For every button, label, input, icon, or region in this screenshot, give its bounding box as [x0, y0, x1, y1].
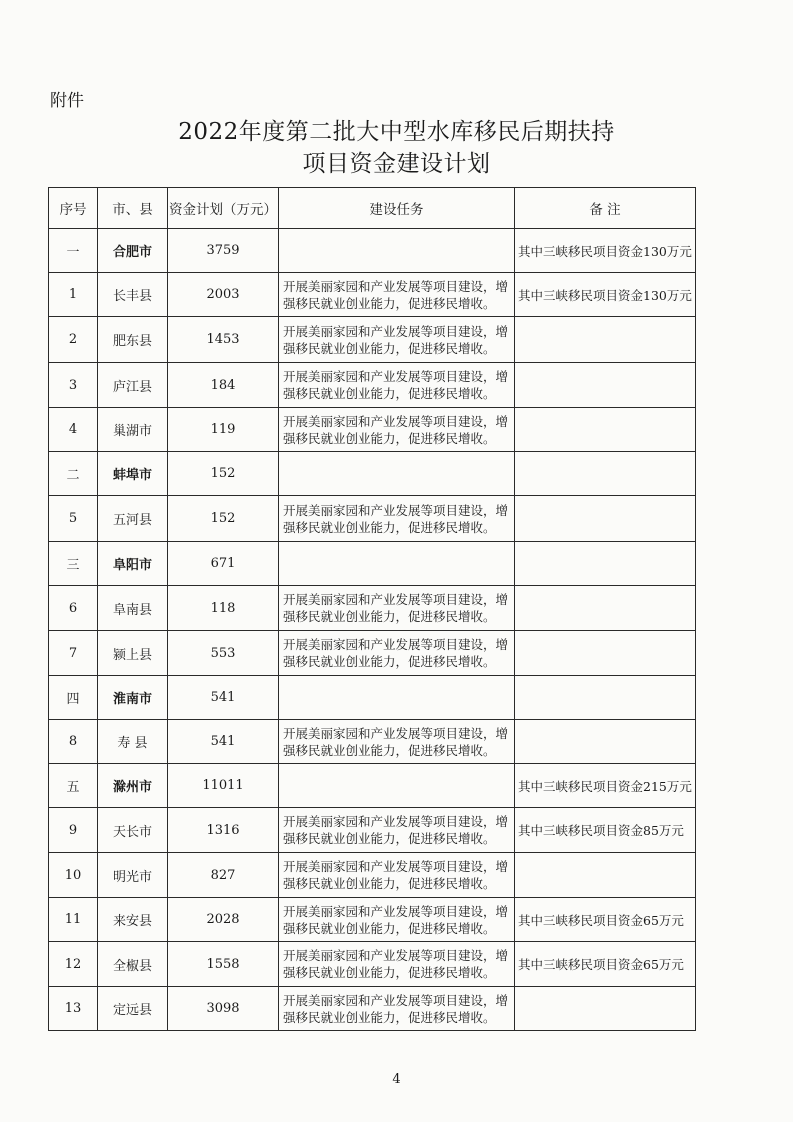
row-city-cell: 明光市: [98, 853, 168, 898]
table-row: [49, 808, 696, 853]
row-city-cell: 淮南市: [98, 676, 168, 720]
row-amount-cell: 1453: [168, 317, 279, 363]
table-row: [49, 317, 696, 363]
row-amount-cell: 671: [168, 542, 279, 586]
table-row: [49, 363, 696, 408]
row-note-cell: 其中三峡移民项目资金85万元: [515, 808, 696, 853]
row-note-cell: [515, 452, 696, 496]
row-note-cell: [515, 631, 696, 676]
row-amount-cell: 1316: [168, 808, 279, 853]
document-title-line1: 2022年度第二批大中型水库移民后期扶持: [178, 119, 615, 145]
row-seq-cell: 3: [49, 363, 98, 408]
row-note-cell: 其中三峡移民项目资金130万元: [515, 273, 696, 317]
row-note-cell: [515, 542, 696, 586]
row-seq-cell: 9: [49, 808, 98, 853]
row-city-cell: 庐江县: [98, 363, 168, 408]
table-header-row: [49, 188, 696, 229]
header-note: 备 注: [515, 188, 696, 229]
row-task-cell: 开展美丽家园和产业发展等项目建设，增强移民就业创业能力，促进移民增收。: [279, 720, 515, 764]
row-task-cell: 开展美丽家园和产业发展等项目建设，增强移民就业创业能力，促进移民增收。: [279, 363, 515, 408]
row-seq-cell: 11: [49, 898, 98, 942]
header-seq: 序号: [49, 188, 98, 229]
row-seq-cell: 一: [49, 229, 98, 273]
row-city-cell: 肥东县: [98, 317, 168, 363]
row-task-cell: [279, 229, 515, 273]
table-row: [49, 676, 696, 720]
table-row: [49, 631, 696, 676]
row-note-cell: [515, 317, 696, 363]
row-task-cell: 开展美丽家园和产业发展等项目建设，增强移民就业创业能力，促进移民增收。: [279, 942, 515, 987]
table-row: [49, 586, 696, 631]
row-note-cell: [515, 987, 696, 1031]
table-row: [49, 542, 696, 586]
row-amount-cell: 184: [168, 363, 279, 408]
row-note-cell: 其中三峡移民项目资金65万元: [515, 942, 696, 987]
table-row: [49, 853, 696, 898]
row-amount-cell: 118: [168, 586, 279, 631]
row-task-cell: 开展美丽家园和产业发展等项目建设，增强移民就业创业能力，促进移民增收。: [279, 631, 515, 676]
row-seq-cell: 4: [49, 408, 98, 452]
header-amount: 资金计划（万元）: [168, 188, 279, 229]
row-seq-cell: 13: [49, 987, 98, 1031]
row-seq-cell: 三: [49, 542, 98, 586]
row-note-cell: [515, 853, 696, 898]
row-seq-cell: 8: [49, 720, 98, 764]
row-task-cell: [279, 452, 515, 496]
row-amount-cell: 553: [168, 631, 279, 676]
row-amount-cell: 827: [168, 853, 279, 898]
row-task-cell: 开展美丽家园和产业发展等项目建设，增强移民就业创业能力，促进移民增收。: [279, 496, 515, 542]
row-amount-cell: 152: [168, 496, 279, 542]
row-task-cell: 开展美丽家园和产业发展等项目建设，增强移民就业创业能力，促进移民增收。: [279, 987, 515, 1031]
table-row: [49, 408, 696, 452]
row-seq-cell: 7: [49, 631, 98, 676]
row-city-cell: 全椒县: [98, 942, 168, 987]
row-task-cell: [279, 542, 515, 586]
row-note-cell: 其中三峡移民项目资金65万元: [515, 898, 696, 942]
row-task-cell: 开展美丽家园和产业发展等项目建设，增强移民就业创业能力，促进移民增收。: [279, 273, 515, 317]
table-body: [49, 229, 696, 1031]
table-row: [49, 987, 696, 1031]
row-seq-cell: 10: [49, 853, 98, 898]
row-seq-cell: 二: [49, 452, 98, 496]
row-task-cell: 开展美丽家园和产业发展等项目建设，增强移民就业创业能力，促进移民增收。: [279, 408, 515, 452]
attachment-label: 附件: [50, 91, 84, 111]
row-note-cell: 其中三峡移民项目资金130万元: [515, 229, 696, 273]
row-city-cell: 滁州市: [98, 764, 168, 808]
row-city-cell: 巢湖市: [98, 408, 168, 452]
row-city-cell: 阜阳市: [98, 542, 168, 586]
header-task: 建设任务: [279, 188, 515, 229]
row-amount-cell: 541: [168, 676, 279, 720]
row-amount-cell: 1558: [168, 942, 279, 987]
row-seq-cell: 5: [49, 496, 98, 542]
row-city-cell: 颍上县: [98, 631, 168, 676]
row-city-cell: 天长市: [98, 808, 168, 853]
row-seq-cell: 12: [49, 942, 98, 987]
row-seq-cell: 五: [49, 764, 98, 808]
row-city-cell: 五河县: [98, 496, 168, 542]
row-seq-cell: 四: [49, 676, 98, 720]
table-row: [49, 764, 696, 808]
row-amount-cell: 119: [168, 408, 279, 452]
row-city-cell: 长丰县: [98, 273, 168, 317]
table-row: [49, 942, 696, 987]
row-note-cell: 其中三峡移民项目资金215万元: [515, 764, 696, 808]
table-row: [49, 273, 696, 317]
row-task-cell: 开展美丽家园和产业发展等项目建设，增强移民就业创业能力，促进移民增收。: [279, 586, 515, 631]
row-amount-cell: 152: [168, 452, 279, 496]
row-seq-cell: 6: [49, 586, 98, 631]
row-task-cell: 开展美丽家园和产业发展等项目建设，增强移民就业创业能力，促进移民增收。: [279, 808, 515, 853]
funding-plan-table: [48, 187, 696, 1031]
row-note-cell: [515, 586, 696, 631]
row-city-cell: 蚌埠市: [98, 452, 168, 496]
row-note-cell: [515, 363, 696, 408]
row-note-cell: [515, 676, 696, 720]
table-row: [49, 452, 696, 496]
row-amount-cell: 3098: [168, 987, 279, 1031]
table-row: [49, 898, 696, 942]
row-amount-cell: 2003: [168, 273, 279, 317]
header-city: 市、县: [98, 188, 168, 229]
row-task-cell: [279, 764, 515, 808]
document-title-line2: 项目资金建设计划: [302, 151, 491, 177]
table-row: [49, 496, 696, 542]
row-note-cell: [515, 496, 696, 542]
row-city-cell: 阜南县: [98, 586, 168, 631]
row-city-cell: 定远县: [98, 987, 168, 1031]
table-row: [49, 229, 696, 273]
row-note-cell: [515, 408, 696, 452]
row-note-cell: [515, 720, 696, 764]
row-city-cell: 寿 县: [98, 720, 168, 764]
table-row: [49, 720, 696, 764]
row-city-cell: 合肥市: [98, 229, 168, 273]
page-number: 4: [392, 1072, 401, 1087]
row-amount-cell: 3759: [168, 229, 279, 273]
row-amount-cell: 2028: [168, 898, 279, 942]
row-amount-cell: 541: [168, 720, 279, 764]
row-task-cell: 开展美丽家园和产业发展等项目建设，增强移民就业创业能力，促进移民增收。: [279, 317, 515, 363]
row-city-cell: 来安县: [98, 898, 168, 942]
row-task-cell: 开展美丽家园和产业发展等项目建设，增强移民就业创业能力，促进移民增收。: [279, 898, 515, 942]
row-seq-cell: 2: [49, 317, 98, 363]
row-seq-cell: 1: [49, 273, 98, 317]
row-task-cell: [279, 676, 515, 720]
row-amount-cell: 11011: [168, 764, 279, 808]
row-task-cell: 开展美丽家园和产业发展等项目建设，增强移民就业创业能力，促进移民增收。: [279, 853, 515, 898]
